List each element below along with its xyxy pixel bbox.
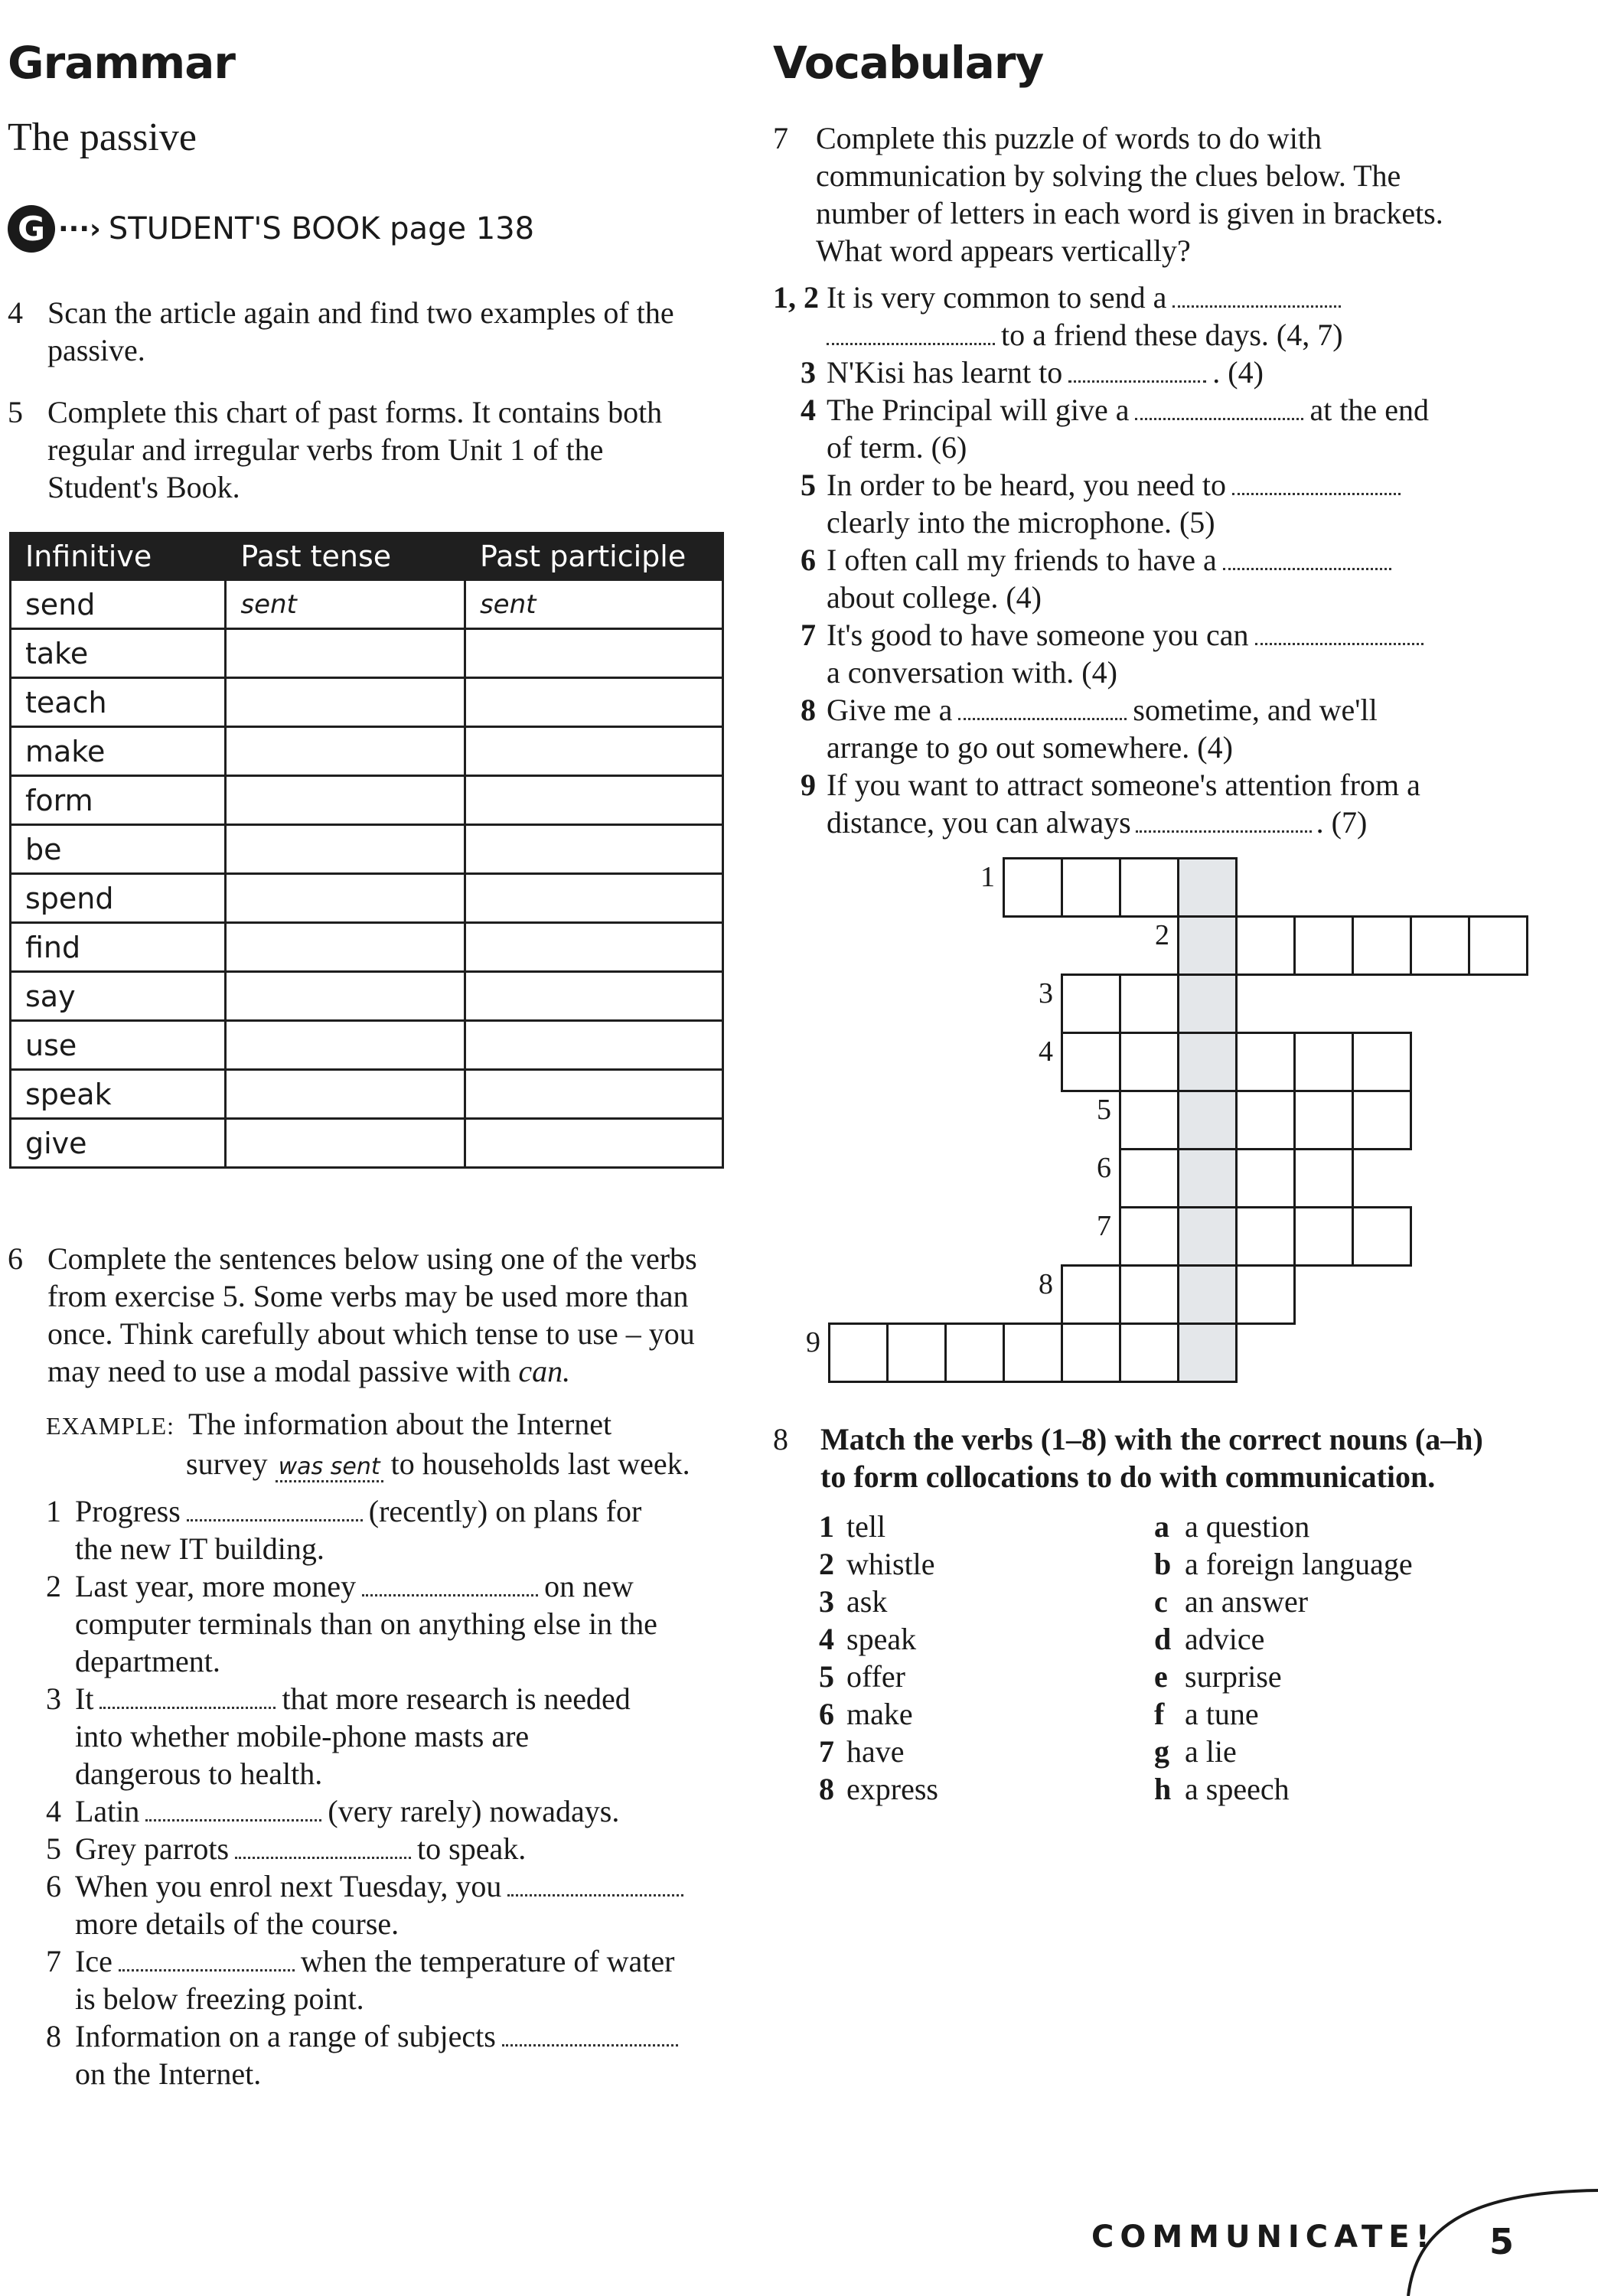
answer-blank[interactable] (958, 695, 1127, 720)
clue-item (773, 766, 1584, 841)
verb-text: tell (846, 1509, 886, 1544)
noun-item[interactable] (1154, 1695, 1567, 1733)
verb-number: 5 (819, 1659, 834, 1694)
infinitive-cell: form (11, 776, 226, 825)
crossword-cell[interactable] (1177, 915, 1238, 976)
footer-title: COMMUNICATE! (1091, 2219, 1436, 2255)
answer-blank[interactable] (827, 320, 995, 345)
clue-item (773, 354, 1584, 391)
crossword-cell[interactable] (1119, 1264, 1179, 1325)
sentence-item (46, 1492, 735, 1567)
past-participle-cell[interactable] (465, 629, 722, 678)
noun-letter: h (1154, 1772, 1172, 1806)
clue-text: I often call my friends to have a (827, 543, 1217, 577)
students-book-reference (8, 205, 534, 253)
crossword-cell[interactable] (1352, 1206, 1412, 1267)
past-participle-cell[interactable]: sent (465, 580, 722, 629)
noun-text: surprise (1185, 1659, 1282, 1694)
past-participle-cell[interactable] (465, 1119, 722, 1168)
example-text: to households last week. (390, 1446, 690, 1481)
chart-row (11, 776, 723, 825)
past-tense-cell[interactable] (226, 1119, 465, 1168)
crossword-cell[interactable] (1119, 1206, 1179, 1267)
item-number: 2 (46, 1569, 61, 1603)
clue-number: 3 (801, 355, 816, 390)
passive-subheading: The passive (8, 116, 197, 159)
crossword-cell[interactable] (1061, 1322, 1121, 1383)
crossword-cell[interactable] (1177, 1322, 1238, 1383)
past-tense-cell[interactable] (226, 629, 465, 678)
verb-item[interactable] (819, 1770, 1125, 1808)
past-tense-cell[interactable] (226, 1070, 465, 1119)
verb-number: 1 (819, 1509, 834, 1544)
noun-item[interactable] (1154, 1508, 1567, 1545)
answer-blank[interactable] (1068, 357, 1206, 383)
item-number: 1 (46, 1494, 61, 1528)
example-answer: was sent (276, 1453, 383, 1482)
chart-row (11, 1021, 723, 1070)
past-tense-cell[interactable]: sent (226, 580, 465, 629)
crossword-number: 1 (980, 861, 995, 893)
verb-item[interactable] (819, 1545, 1125, 1583)
noun-letter: f (1154, 1697, 1165, 1731)
verb-number: 6 (819, 1697, 834, 1731)
crossword-cell[interactable] (1061, 1032, 1121, 1092)
crossword-cell[interactable] (1061, 974, 1121, 1034)
chart-header-row (11, 533, 723, 580)
crossword-cell[interactable] (1235, 915, 1296, 976)
past-participle-cell[interactable] (465, 1070, 722, 1119)
exercise-5 (8, 393, 735, 506)
sentence-text: Ice (75, 1944, 113, 1978)
item-number: 6 (46, 1869, 61, 1903)
crossword-clues (773, 279, 1584, 841)
clue-item (773, 691, 1584, 766)
instruction-line: number of letters in each word is given in brackets. (816, 196, 1443, 230)
past-participle-cell[interactable] (465, 874, 722, 923)
infinitive-cell: use (11, 1021, 226, 1070)
clue-text: It is very common to send a (827, 280, 1167, 315)
chart-row (11, 727, 723, 776)
exercise-6-items (46, 1492, 735, 2092)
past-participle-cell[interactable] (465, 923, 722, 972)
noun-letter: a (1154, 1509, 1169, 1544)
clue-text: In order to be heard, you need to (827, 468, 1227, 502)
item-number: 5 (46, 1831, 61, 1866)
clue-item (773, 466, 1584, 541)
noun-letter: b (1154, 1547, 1172, 1581)
noun-text: a lie (1185, 1734, 1237, 1769)
infinitive-cell: make (11, 727, 226, 776)
sentence-item (46, 1942, 735, 2017)
crossword-cell[interactable] (1061, 1264, 1121, 1325)
exercise-number: 5 (8, 395, 23, 429)
sentence-text: the new IT building. (75, 1531, 324, 1566)
example-label: EXAMPLE: (46, 1412, 174, 1440)
vocabulary-heading: Vocabulary (773, 37, 1044, 89)
exercise-number: 8 (773, 1422, 788, 1456)
item-number: 3 (46, 1681, 61, 1716)
sentence-item (46, 1867, 735, 1942)
answer-blank[interactable] (119, 1946, 295, 1971)
crossword-cell[interactable] (1119, 1032, 1179, 1092)
verb-text: ask (846, 1584, 888, 1619)
crossword-number: 5 (1097, 1094, 1111, 1126)
clue-text: sometime, and we'll (1133, 693, 1378, 727)
verb-number: 2 (819, 1547, 834, 1581)
answer-blank[interactable] (1136, 807, 1312, 833)
crossword-cell[interactable] (1293, 915, 1354, 976)
exercise-8 (773, 1420, 1584, 1495)
crossword-cell[interactable] (1177, 1264, 1238, 1325)
clue-text: to a friend these days. (4, 7) (1001, 318, 1343, 352)
clue-text: distance, you can always (827, 805, 1131, 840)
verb-item[interactable] (819, 1733, 1125, 1770)
instruction-line: Match the verbs (1–8) with the correct nouns (a–h) (820, 1422, 1483, 1456)
noun-text: a foreign language (1185, 1547, 1413, 1581)
crossword-cell[interactable] (1119, 857, 1179, 918)
sentence-text: that more research is needed (282, 1681, 631, 1716)
noun-item[interactable] (1154, 1733, 1567, 1770)
verb-text: offer (846, 1659, 905, 1694)
crossword-number: 8 (1039, 1268, 1053, 1300)
clue-number: 6 (801, 543, 816, 577)
sentence-text: is below freezing point. (75, 1981, 364, 2016)
sentence-item (46, 2017, 735, 2092)
past-participle-cell[interactable] (465, 825, 722, 874)
example-text: The information about the Internet (188, 1407, 612, 1441)
instruction-line: Complete the sentences below using one of the verbs (47, 1241, 697, 1276)
arrow-icon: ···› (58, 213, 101, 245)
chart-row (11, 678, 723, 727)
past-tense-cell[interactable] (226, 776, 465, 825)
answer-blank[interactable] (1255, 620, 1424, 645)
verb-text: whistle (846, 1547, 935, 1581)
noun-letter: g (1154, 1734, 1169, 1769)
clue-text: at the end (1309, 393, 1429, 427)
column-header-past-participle: Past participle (465, 533, 722, 580)
crossword-cell[interactable] (944, 1322, 1005, 1383)
clue-text: It's good to have someone you can (827, 618, 1249, 652)
past-participle-cell[interactable] (465, 776, 722, 825)
past-tense-cell[interactable] (226, 678, 465, 727)
exercise-number: 4 (8, 295, 23, 330)
instruction-line: from exercise 5. Some verbs may be used more than (47, 1279, 689, 1313)
sentence-item (46, 1792, 735, 1830)
verb-text: express (846, 1772, 938, 1806)
crossword-cell[interactable] (1177, 974, 1238, 1034)
verb-number: 4 (819, 1622, 834, 1656)
sentence-text: Information on a range of subjects (75, 2019, 496, 2053)
instruction-line: Student's Book. (47, 470, 240, 504)
infinitive-cell: give (11, 1119, 226, 1168)
crossword-cell[interactable] (1352, 1032, 1412, 1092)
verb-text: speak (846, 1622, 917, 1656)
sentence-text: (very rarely) nowadays. (328, 1794, 620, 1828)
chart-row (11, 1119, 723, 1168)
clue-number: 9 (801, 768, 816, 802)
infinitive-cell: be (11, 825, 226, 874)
crossword-number: 6 (1097, 1152, 1111, 1184)
exercise-number: 7 (773, 121, 788, 155)
clue-item (773, 616, 1584, 691)
crossword-cell[interactable] (1177, 1090, 1238, 1150)
past-tense-cell[interactable] (226, 874, 465, 923)
exercise-7 (773, 119, 1577, 269)
noun-text: a tune (1185, 1697, 1259, 1731)
item-number: 8 (46, 2019, 61, 2053)
clue-text: Give me a (827, 693, 953, 727)
answer-blank[interactable] (235, 1834, 411, 1859)
sentence-text: department. (75, 1644, 220, 1678)
clue-item (773, 391, 1584, 466)
crossword-cell[interactable] (1235, 1206, 1296, 1267)
crossword-cell[interactable] (1293, 1148, 1354, 1208)
infinitive-cell: send (11, 580, 226, 629)
crossword-cell[interactable] (1235, 1090, 1296, 1150)
instruction-line: communication by solving the clues below. The (816, 158, 1401, 193)
noun-letter: e (1154, 1659, 1168, 1694)
crossword-cell[interactable] (1235, 1148, 1296, 1208)
noun-text: advice (1185, 1622, 1265, 1656)
chart-row (11, 972, 723, 1021)
grammar-g-icon: G (8, 205, 55, 253)
verb-item[interactable] (819, 1620, 1125, 1658)
clue-text: N'Kisi has learnt to (827, 355, 1063, 390)
sentence-text: (recently) on plans for (368, 1494, 642, 1528)
column-header-past-tense: Past tense (226, 533, 465, 580)
past-tense-cell[interactable] (226, 972, 465, 1021)
sentence-text: more details of the course. (75, 1906, 400, 1941)
item-number: 4 (46, 1794, 61, 1828)
verb-number: 8 (819, 1772, 834, 1806)
sentence-text: dangerous to health. (75, 1756, 323, 1791)
noun-item[interactable] (1154, 1620, 1567, 1658)
verb-number: 3 (819, 1584, 834, 1619)
noun-text: a speech (1185, 1772, 1290, 1806)
nouns-list (1154, 1508, 1567, 1808)
chart-row (11, 629, 723, 678)
chart-row (11, 923, 723, 972)
answer-blank[interactable] (99, 1684, 276, 1709)
students-book-link: STUDENT'S BOOK page 138 (108, 211, 535, 246)
crossword-cell[interactable] (886, 1322, 947, 1383)
crossword-cell[interactable] (1468, 915, 1528, 976)
chart-row (11, 874, 723, 923)
sentence-text: into whether mobile-phone masts are (75, 1719, 530, 1753)
crossword-cell[interactable] (1177, 1148, 1238, 1208)
crossword-cell[interactable] (1352, 915, 1412, 976)
clue-text: The Principal will give a (827, 393, 1130, 427)
verb-text: have (846, 1734, 905, 1769)
exercise-6 (8, 1240, 742, 1390)
sentence-text: Latin (75, 1794, 140, 1828)
sentence-text: It (75, 1681, 94, 1716)
instruction-line: regular and irregular verbs from Unit 1 of the (47, 432, 604, 467)
answer-blank[interactable] (1232, 470, 1401, 495)
noun-item[interactable] (1154, 1658, 1567, 1695)
crossword-cell[interactable] (1235, 1032, 1296, 1092)
grammar-heading: Grammar (8, 37, 235, 89)
instruction-line: passive. (47, 333, 145, 367)
infinitive-cell: say (11, 972, 226, 1021)
sentence-item (46, 1830, 735, 1867)
crossword-cell[interactable] (1177, 857, 1238, 918)
crossword-cell[interactable] (1061, 857, 1121, 918)
clue-text: about college. (4) (827, 580, 1042, 615)
past-participle-cell[interactable] (465, 678, 722, 727)
noun-item[interactable] (1154, 1545, 1567, 1583)
answer-blank[interactable] (145, 1796, 321, 1821)
noun-text: an answer (1185, 1584, 1309, 1619)
column-header-infinitive: Infinitive (11, 533, 226, 580)
instruction-line: Complete this chart of past forms. It contains both (47, 395, 663, 429)
verb-item[interactable] (819, 1658, 1125, 1695)
infinitive-cell: spend (11, 874, 226, 923)
clue-number: 4 (801, 393, 816, 427)
answer-blank[interactable] (187, 1496, 363, 1521)
noun-item[interactable] (1154, 1583, 1567, 1620)
crossword-number: 3 (1039, 977, 1053, 1009)
sentence-text: on new (544, 1569, 634, 1603)
clue-text: clearly into the microphone. (5) (827, 505, 1215, 540)
clue-text: . (7) (1316, 805, 1368, 840)
exercise-number: 6 (8, 1241, 23, 1276)
clue-text: of term. (6) (827, 430, 967, 465)
instruction-line: once. Think carefully about which tense to use – you (47, 1316, 695, 1351)
crossword-cell[interactable] (1119, 974, 1179, 1034)
noun-letter: c (1154, 1584, 1168, 1619)
chart-row (11, 580, 723, 629)
answer-blank[interactable] (362, 1571, 538, 1596)
clue-number: 7 (801, 618, 816, 652)
sentence-text: on the Internet. (75, 2056, 262, 2091)
sentence-item (46, 1567, 735, 1680)
past-tense-cell[interactable] (226, 923, 465, 972)
crossword-number: 2 (1155, 919, 1169, 951)
infinitive-cell: teach (11, 678, 226, 727)
clue-text: If you want to attract someone's attention from a (827, 768, 1420, 802)
clue-text: a conversation with. (4) (827, 655, 1117, 690)
crossword-cell[interactable] (1119, 1322, 1179, 1383)
clue-number: 8 (801, 693, 816, 727)
crossword-cell[interactable] (1352, 1090, 1412, 1150)
verb-item[interactable] (819, 1583, 1125, 1620)
noun-item[interactable] (1154, 1770, 1567, 1808)
instruction-line: Scan the article again and find two examples of the (47, 295, 674, 330)
example-sentence (46, 1405, 735, 1486)
instruction-text: may need to use a modal passive with (47, 1354, 519, 1388)
exercise-4 (8, 294, 735, 369)
crossword-cell[interactable] (828, 1322, 889, 1383)
page-number: 5 (1489, 2221, 1515, 2262)
answer-blank[interactable] (1223, 545, 1391, 570)
crossword-cell[interactable] (1177, 1206, 1238, 1267)
verbs-list (819, 1508, 1125, 1808)
answer-blank[interactable] (1172, 282, 1341, 308)
sentence-text: When you enrol next Tuesday, you (75, 1869, 502, 1903)
verb-text: make (846, 1697, 913, 1731)
sentence-text: Grey parrots (75, 1831, 230, 1866)
noun-letter: d (1154, 1622, 1172, 1656)
past-tense-cell[interactable] (226, 727, 465, 776)
infinitive-cell: speak (11, 1070, 226, 1119)
answer-blank[interactable] (502, 2021, 678, 2047)
verb-item[interactable] (819, 1695, 1125, 1733)
clue-text: . (4) (1212, 355, 1264, 390)
infinitive-cell: take (11, 629, 226, 678)
chart-row (11, 825, 723, 874)
crossword-cell[interactable] (1293, 1090, 1354, 1150)
past-participle-cell[interactable] (465, 1021, 722, 1070)
clue-item (773, 279, 1584, 354)
crossword-number: 9 (806, 1326, 820, 1358)
past-forms-chart (9, 532, 724, 1169)
past-tense-cell[interactable] (226, 1021, 465, 1070)
sentence-text: Progress (75, 1494, 181, 1528)
crossword-number: 4 (1039, 1035, 1053, 1068)
clue-item (773, 541, 1584, 616)
crossword-number: 7 (1097, 1210, 1111, 1242)
crossword-cell[interactable] (1119, 1090, 1179, 1150)
clue-text: arrange to go out somewhere. (4) (827, 730, 1233, 765)
chart-row (11, 1070, 723, 1119)
instruction-line: to form collocations to do with communication. (820, 1459, 1436, 1494)
instruction-line: What word appears vertically? (816, 233, 1191, 268)
crossword-cell[interactable] (1293, 1032, 1354, 1092)
clue-number: 1, 2 (773, 280, 819, 315)
instruction-line: Complete this puzzle of words to do with (816, 121, 1322, 155)
sentence-text: Last year, more money (75, 1569, 357, 1603)
verb-number: 7 (819, 1734, 834, 1769)
sentence-item (46, 1680, 735, 1792)
modal-word: can. (518, 1354, 571, 1388)
item-number: 7 (46, 1944, 61, 1978)
infinitive-cell: find (11, 923, 226, 972)
past-tense-cell[interactable] (226, 825, 465, 874)
crossword-cell[interactable] (1003, 1322, 1063, 1383)
past-participle-cell[interactable] (465, 972, 722, 1021)
crossword-cell[interactable] (1235, 1264, 1296, 1325)
crossword-cell[interactable] (1293, 1206, 1354, 1267)
clue-number: 5 (801, 468, 816, 502)
answer-blank[interactable] (1135, 395, 1303, 420)
past-participle-cell[interactable] (465, 727, 722, 776)
answer-blank[interactable] (507, 1871, 683, 1896)
noun-text: a question (1185, 1509, 1310, 1544)
instruction-line (8, 1352, 742, 1390)
sentence-text: when the temperature of water (300, 1944, 675, 1978)
crossword-cell[interactable] (1119, 1148, 1179, 1208)
example-text: survey (186, 1446, 268, 1481)
crossword-cell[interactable] (1177, 1032, 1238, 1092)
sentence-text: to speak. (417, 1831, 527, 1866)
crossword-cell[interactable] (1410, 915, 1470, 976)
verb-item[interactable] (819, 1508, 1125, 1545)
crossword-cell[interactable] (1003, 857, 1063, 918)
sentence-text: computer terminals than on anything else in the (75, 1606, 657, 1641)
